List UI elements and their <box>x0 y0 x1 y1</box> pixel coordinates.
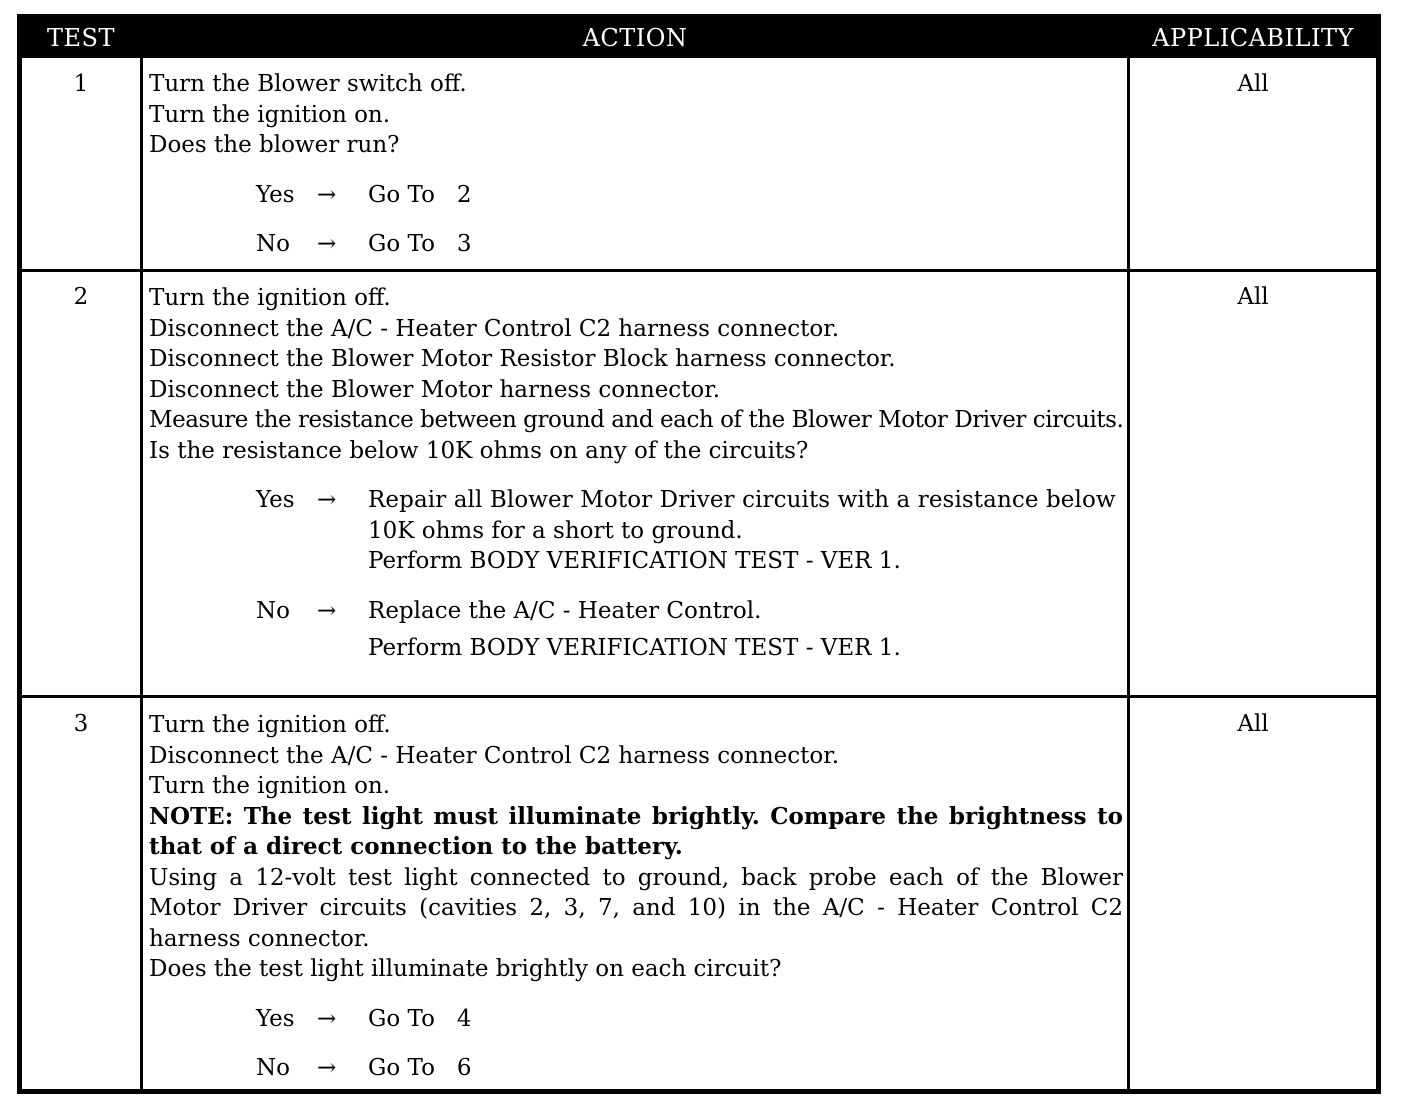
result-text <box>368 596 1119 663</box>
test-number: 2 <box>73 284 89 310</box>
result-line: Replace the A/C - Heater Control. <box>368 598 762 624</box>
applicability-value: All <box>1237 711 1269 737</box>
yes-label: Yes <box>256 487 295 513</box>
header-test: TEST <box>47 24 115 52</box>
action-line: Turn the ignition off. <box>149 285 391 311</box>
arrow-icon: → <box>317 487 337 513</box>
no-label: No <box>256 230 290 257</box>
result-line: 10K ohms for a short to ground. <box>368 517 743 544</box>
action-line: Measure the resistance between ground and each of the Blower Motor Driver circuits. <box>149 407 1124 433</box>
action-line: Turn the ignition on. <box>149 773 391 799</box>
no-result <box>149 596 1123 664</box>
result-line: Perform BODY VERIFICATION TEST - VER 1. <box>368 634 901 661</box>
arrow-icon: → <box>317 230 337 257</box>
no-label: No <box>256 598 290 624</box>
result-line: Repair all Blower Motor Driver circuits with a resistance below <box>368 487 1116 513</box>
action-line: Disconnect the A/C - Heater Control C2 harness connector. <box>149 315 839 342</box>
header-applicability: APPLICABILITY <box>1152 24 1354 52</box>
table-header <box>22 19 1376 58</box>
action-line: Turn the ignition on. <box>149 101 391 128</box>
action-line: Disconnect the Blower Motor harness connector. <box>149 376 721 403</box>
action-cell <box>149 69 1123 259</box>
applicability-value: All <box>1237 284 1269 310</box>
arrow-icon: → <box>317 1054 337 1081</box>
action-line: Disconnect the Blower Motor Resistor Block harness connector. <box>149 346 896 372</box>
result-text <box>368 485 1119 577</box>
header-action: ACTION <box>582 24 688 52</box>
action-line: Disconnect the A/C - Heater Control C2 harness connector. <box>149 742 839 769</box>
column-divider <box>140 58 143 1094</box>
action-cell <box>149 283 1123 664</box>
applicability-value: All <box>1237 71 1269 97</box>
action-paragraph: Using a 12-volt test light connected to ground, back probe each of the Blower Motor Driver circuits (cavities 2, 3, 7, and 10) in the A/C - Heater Control C2 harness connector. <box>149 864 1123 952</box>
goto-text: Go To 4 <box>368 1005 472 1032</box>
yes-label: Yes <box>256 1005 295 1032</box>
action-line: Is the resistance below 10K ohms on any of the circuits? <box>149 437 809 464</box>
goto-text: Go To 6 <box>368 1054 472 1081</box>
goto-text: Go To 2 <box>368 181 472 208</box>
row-divider <box>22 695 1376 698</box>
row-divider <box>22 269 1376 272</box>
yes-label: Yes <box>256 181 295 208</box>
yes-result <box>149 485 1123 577</box>
yes-result <box>149 180 1123 210</box>
yes-result <box>149 1004 1123 1034</box>
action-question: Does the test light illuminate brightly on each circuit? <box>149 956 782 982</box>
action-cell <box>149 710 1123 1083</box>
arrow-icon: → <box>317 181 337 208</box>
goto-text: Go To 3 <box>368 230 472 257</box>
diagnostic-table <box>17 14 1381 1094</box>
test-number: 1 <box>73 71 89 97</box>
no-result <box>149 229 1123 259</box>
column-divider <box>1127 58 1130 1094</box>
no-result <box>149 1053 1123 1083</box>
note-text: NOTE: The test light must illuminate brightly. Compare the brightness to that of a direct connection to the battery. <box>149 802 1123 860</box>
action-line: Turn the ignition off. <box>149 712 391 738</box>
arrow-icon: → <box>317 598 337 624</box>
arrow-icon: → <box>317 1005 337 1032</box>
action-line: Does the blower run? <box>149 132 400 158</box>
result-line: Perform BODY VERIFICATION TEST - VER 1. <box>368 548 901 574</box>
test-number: 3 <box>73 711 89 737</box>
action-line: Turn the Blower switch off. <box>149 71 467 97</box>
no-label: No <box>256 1054 290 1081</box>
